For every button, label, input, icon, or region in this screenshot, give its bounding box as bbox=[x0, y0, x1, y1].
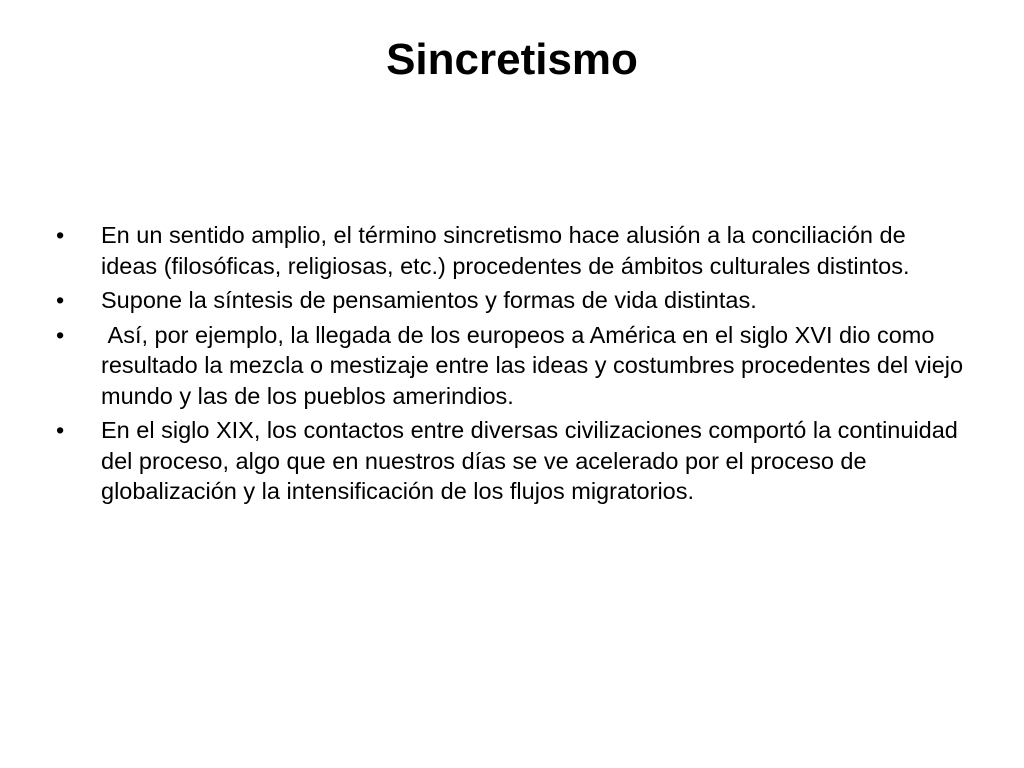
bullet-icon: • bbox=[56, 222, 65, 248]
bullet-item bbox=[56, 285, 966, 316]
bullet-text: En un sentido amplio, el término sincretismo hace alusión a la conciliación de ideas (filosóficas, religiosas, etc.) procedentes de ámbitos culturales distintos. bbox=[101, 222, 910, 279]
bullet-text: Supone la síntesis de pensamientos y formas de vida distintas. bbox=[101, 287, 757, 313]
bullet-text: En el siglo XIX, los contactos entre diversas civilizaciones comportó la continuidad del proceso, algo que en nuestros días se ve acelerado por el proceso de globalización y la intensificación de los flujos migratorios. bbox=[101, 417, 958, 504]
bullet-icon: • bbox=[56, 287, 65, 313]
slide-title: Sincretismo bbox=[386, 35, 638, 84]
bullet-text: Así, por ejemplo, la llegada de los europeos a América en el siglo XVI dio como resultado la mezcla o mestizaje entre las ideas y costumbres procedentes del viejo mundo y las de los pueblos amerindios. bbox=[101, 321, 970, 409]
bullet-icon: • bbox=[56, 321, 65, 348]
bullet-list bbox=[56, 220, 970, 511]
bullet-item bbox=[56, 320, 970, 412]
bullet-item bbox=[56, 220, 966, 281]
bullet-item bbox=[56, 415, 966, 507]
bullet-icon: • bbox=[56, 417, 65, 443]
